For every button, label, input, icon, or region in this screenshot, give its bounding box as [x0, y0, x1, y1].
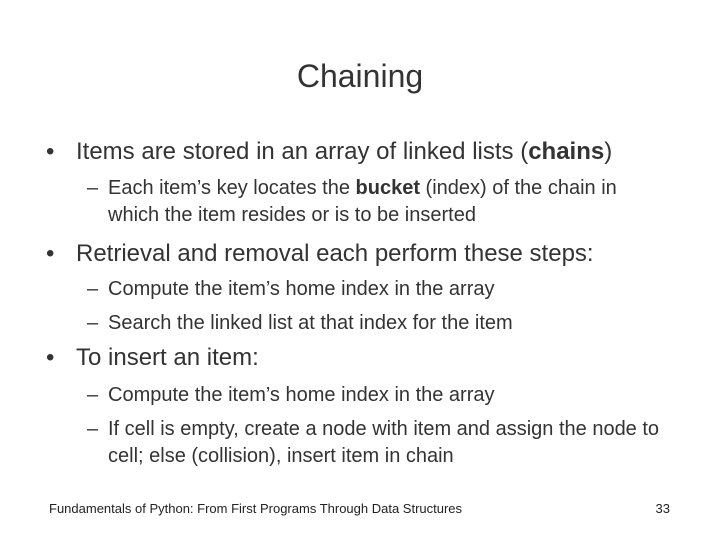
bullet-item-storage [46, 137, 612, 167]
sub-item-bucket [87, 175, 668, 229]
sub-item-compute-index [87, 276, 668, 303]
bullet-item-insert [46, 343, 259, 373]
slide-title: Chaining [296, 58, 424, 94]
footer-page-number: 33 [655, 501, 670, 516]
sub-item-search-list [87, 310, 668, 337]
footer-book-title: Fundamentals of Python: From First Programs Through Data Structures [49, 501, 463, 516]
bullet-text-part: Items are stored in an array of linked lists ( [76, 138, 529, 165]
sub-text: If cell is empty, create a node with item and assign the node to cell; else (collision), insert item in chain [108, 418, 660, 467]
bullet-marker: • [46, 138, 55, 165]
bullet-marker: • [46, 240, 55, 267]
bullet-text: To insert an item: [76, 344, 259, 371]
bullet-text: Retrieval and removal each perform these steps: [76, 240, 594, 267]
sub-text-part: (index) of the chain in which the item resides or is to be inserted [108, 177, 617, 226]
sub-text: Compute the item’s home index in the array [108, 278, 495, 300]
dash-marker: – [87, 418, 99, 440]
dash-marker: – [87, 278, 99, 300]
sub-text [87, 175, 668, 229]
sub-text-bold: bucket [355, 177, 420, 199]
bullet-text [76, 138, 612, 165]
bullet-text-bold: chains [528, 138, 605, 165]
bullet-text-part: ) [604, 138, 613, 165]
dash-marker: – [87, 312, 99, 334]
sub-text: Compute the item’s home index in the array [108, 384, 495, 406]
bullet-item-retrieval [46, 239, 594, 269]
dash-marker: – [87, 177, 99, 199]
dash-marker: – [87, 384, 99, 406]
sub-item-compute-index-insert [87, 382, 668, 409]
sub-text-part: Each item’s key locates the [108, 177, 356, 199]
sub-text: Search the linked list at that index for the item [108, 312, 513, 334]
bullet-marker: • [46, 344, 55, 371]
sub-item-collision [87, 416, 668, 470]
